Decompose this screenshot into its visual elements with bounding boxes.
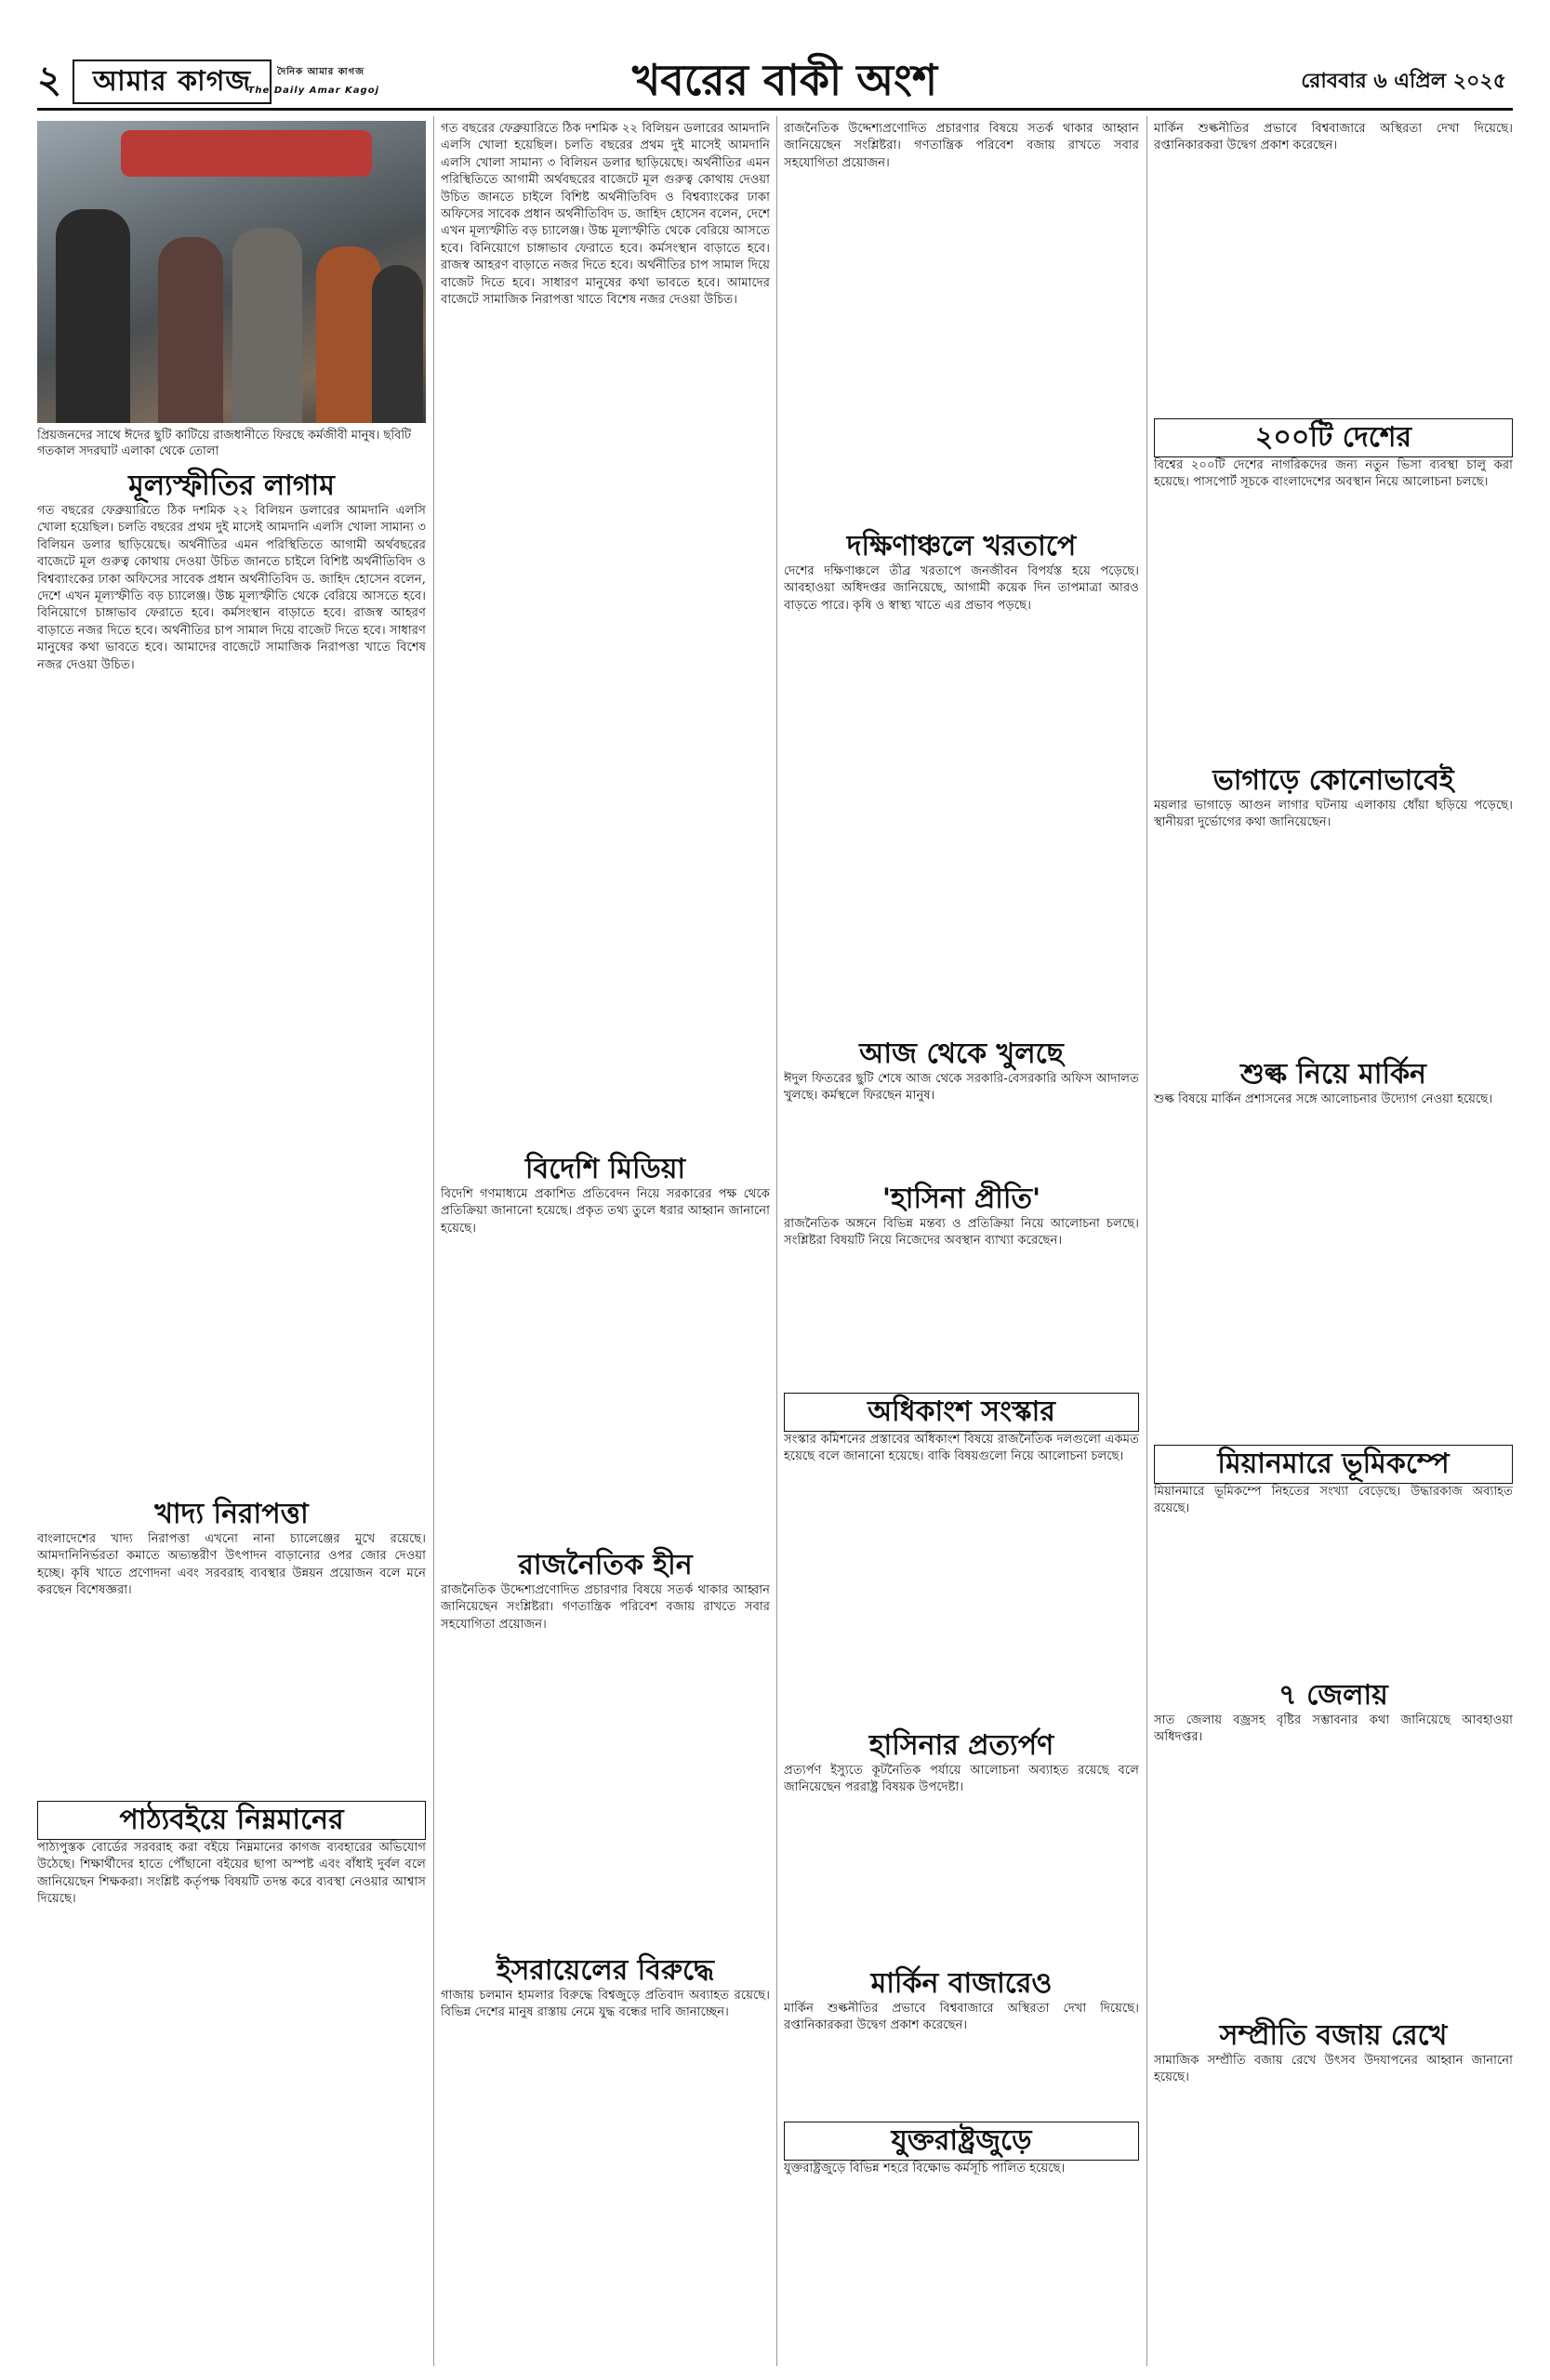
article-headline: পাঠ্যবইয়ে নিম্নমানের — [37, 1801, 426, 1840]
masthead — [37, 55, 1506, 105]
column-divider — [776, 116, 777, 2366]
article-headline: যুক্তরাষ্ট্রজুড়ে — [784, 2122, 1139, 2161]
article-body: বাংলাদেশের খাদ্য নিরাপত্তা এখনো নানা চ্যালেঞ্জের মুখে রয়েছে। আমদানিনির্ভরতা কমাতে অভ্যন্তরীণ উৎপাদন বাড়ানোর ওপর জোর দেওয়া হচ্ছে। কৃষি খাতে প্রণোদনা এবং সরবরাহ ব্যবস্থার উন্নয়ন প্রয়োজন বলে মনে করছেন বিশেষজ্ঞরা। — [37, 1532, 426, 1598]
column-divider — [1146, 116, 1147, 2366]
article-headline: ৭ জেলায় — [1278, 1679, 1388, 1712]
article-headline: শুল্ক নিয়ে মার্কিন — [1240, 1058, 1426, 1091]
article-body: মার্কিন শুল্কনীতির প্রভাবে বিশ্ববাজারে অস্থিরতা দেখা দিয়েছে। রপ্তানিকারকরা উদ্বেগ প্রকাশ করেছেন। — [1154, 122, 1513, 153]
column-3 — [784, 121, 1139, 2366]
article-headline: বিদেশি মিডিয়া — [524, 1153, 686, 1185]
article-body: মিয়ানমারে ভূমিকম্পে নিহতের সংখ্যা বেড়েছে। উদ্ধারকাজ অব্যাহত রয়েছে। — [1154, 1485, 1513, 1516]
column-4 — [1154, 121, 1513, 2366]
article-headline: মার্কিন বাজারেও — [870, 1967, 1053, 2000]
photo-figure — [372, 265, 423, 423]
article-headline: রাজনৈতিক হীন — [518, 1549, 693, 1581]
page-number: ২ — [37, 58, 62, 101]
column-1 — [37, 469, 426, 2366]
article-headline: হাসিনার প্রত্যর্পণ — [868, 1729, 1054, 1762]
article-headline: মূল্যস্ফীতির লাগাম — [128, 469, 335, 502]
article-body: ময়লার ভাগাড়ে আগুন লাগার ঘটনায় এলাকায় ধোঁয়া ছড়িয়ে পড়েছে। স্থানীয়রা দুর্ভোগের কথা জানিয়েছেন। — [1154, 799, 1513, 830]
article-body: সামাজিক সম্প্রীতি বজায় রেখে উৎসব উদযাপনের আহ্বান জানানো হয়েছে। — [1154, 2054, 1513, 2085]
article-body: রাজনৈতিক অঙ্গনে বিভিন্ন মন্তব্য ও প্রতিক্রিয়া নিয়ে আলোচনা চলছে। সংশ্লিষ্টরা বিষয়টি নিয়ে নিজেদের অবস্থান ব্যাখ্যা করেছেন। — [784, 1217, 1139, 1249]
issue-date: রোববার ৬ এপ্রিল ২০২৫ — [1301, 70, 1506, 93]
article-body: গত বছরের ফেব্রুয়ারিতে ঠিক দশমিক ২২ বিলিয়ন ডলারের আমদানি এলসি খোলা হয়েছিল। চলতি বছরের প্রথম দুই মাসেই আমদানি এলসি খোলা সামান্য ৩ বিলিয়ন ডলার ছাড়িয়েছে। অর্থনীতির এমন পরিস্থিতিতে আগামী অর্থবছরের বাজেটে মূল গুরুত্ব কোথায় দেওয়া উচিত জানতে চাইলে বিশিষ্ট অর্থনীতিবিদ ও বিশ্বব্যাংকের ঢাকা অফিসের সাবেক প্রধান অর্থনীতিবিদ ড. জাহিদ হোসেন বলেন, দেশে এখন মূল্যস্ফীতি বড় চ্যালেঞ্জ। উচ্চ মূল্যস্ফীতি থেকে বেরিয়ে আসতে হবে। বিনিয়োগে চাঙ্গাভাব ফেরাতে হবে। কর্মসংস্থান বাড়াতে হবে। রাজস্ব আহরণ বাড়াতে নজর দিতে হবে। অর্থনীতির চাপ সামাল দিয়ে বাজেট দিতে হবে। সাধারণ মানুষের কথা ভাবতে হবে। আমাদের বাজেটে সামাজিক নিরাপত্তা খাতে বিশেষ নজর দেওয়া উচিত। — [37, 504, 426, 672]
article-body: বিদেশি গণমাধ্যমে প্রকাশিত প্রতিবেদন নিয়ে সরকারের পক্ষ থেকে প্রতিক্রিয়া জানানো হয়েছে। প্রকৃত তথ্য তুলে ধরার আহ্বান জানানো হয়েছে। — [441, 1187, 770, 1236]
article-body: দেশের দক্ষিণাঞ্চলে তীব্র খরতাপে জনজীবন বিপর্যস্ত হয়ে পড়েছে। আবহাওয়া অধিদপ্তর জানিয়েছে, আগামী কয়েক দিন তাপমাত্রা আরও বাড়তে পারে। কৃষি ও স্বাস্থ্য খাতে এর প্রভাব পড়ছে। — [784, 564, 1139, 613]
news-photo — [37, 121, 426, 423]
article-body: সংস্কার কমিশনের প্রস্তাবের অধিকাংশ বিষয়ে রাজনৈতিক দলগুলো একমত হয়েছে বলে জানানো হয়েছে। বাকি বিষয়গুলো নিয়ে আলোচনা চলছে। — [784, 1433, 1139, 1464]
article-headline: দক্ষিণাঞ্চলে খরতাপে — [846, 530, 1077, 562]
article-headline: সম্প্রীতি বজায় রেখে — [1219, 2019, 1448, 2052]
article-body: রাজনৈতিক উদ্দেশ্যপ্রণোদিত প্রচারণার বিষয়ে সতর্ক থাকার আহ্বান জানিয়েছেন সংশ্লিষ্টরা। গণতান্ত্রিক পরিবেশ বজায় রাখতে সবার সহযোগিতা প্রয়োজন। — [784, 122, 1139, 170]
photo-figure — [56, 209, 130, 423]
article-headline: অধিকাংশ সংস্কার — [784, 1393, 1139, 1432]
logo-tagline: দৈনিক আমার কাগজ — [277, 67, 365, 77]
article-headline: খাদ্য নিরাপত্তা — [154, 1498, 309, 1530]
article-headline: ইসরায়েলের বিরুদ্ধে — [496, 1954, 715, 1987]
photo-banner — [121, 130, 372, 177]
article-body: গত বছরের ফেব্রুয়ারিতে ঠিক দশমিক ২২ বিলিয়ন ডলারের আমদানি এলসি খোলা হয়েছিল। চলতি বছরের প্রথম দুই মাসেই আমদানি এলসি খোলা সামান্য ৩ বিলিয়ন ডলার ছাড়িয়েছে। অর্থনীতির এমন পরিস্থিতিতে আগামী অর্থবছরের বাজেটে মূল গুরুত্ব কোথায় দেওয়া উচিত জানতে চাইলে বিশিষ্ট অর্থনীতিবিদ ও বিশ্বব্যাংকের ঢাকা অফিসের সাবেক প্রধান অর্থনীতিবিদ ড. জাহিদ হোসেন বলেন, দেশে এখন মূল্যস্ফীতি বড় চ্যালেঞ্জ। উচ্চ মূল্যস্ফীতি থেকে বেরিয়ে আসতে হবে। বিনিয়োগে চাঙ্গাভাব ফেরাতে হবে। কর্মসংস্থান বাড়াতে হবে। রাজস্ব আহরণ বাড়াতে নজর দিতে হবে। অর্থনীতির চাপ সামাল দিয়ে বাজেট দিতে হবে। সাধারণ মানুষের কথা ভাবতে হবে। আমাদের বাজেটে সামাজিক নিরাপত্তা খাতে বিশেষ নজর দেওয়া উচিত। — [441, 122, 770, 308]
article-body: বিশ্বের ২০০টি দেশের নাগরিকদের জন্য নতুন ভিসা ব্যবস্থা চালু করা হয়েছে। পাসপোর্ট সূচকে বাংলাদেশের অবস্থান নিয়ে আলোচনা চলছে। — [1154, 458, 1513, 490]
column-divider — [433, 116, 434, 2366]
newspaper-logo — [73, 60, 379, 104]
photo-figure — [158, 237, 223, 423]
logo-text: আমার কাগজ — [92, 64, 252, 98]
article-headline: আজ থেকে খুলছে — [859, 1038, 1064, 1070]
article-body: যুক্তরাষ্ট্রজুড়ে বিভিন্ন শহরে বিক্ষোভ কর্মসূচি পালিত হয়েছে। — [784, 2162, 1066, 2175]
article-headline: ভাগাড়ে কোনোভাবেই — [1212, 764, 1454, 797]
article-body: রাজনৈতিক উদ্দেশ্যপ্রণোদিত প্রচারণার বিষয়ে সতর্ক থাকার আহ্বান জানিয়েছেন সংশ্লিষ্টরা। গণতান্ত্রিক পরিবেশ বজায় রাখতে সবার সহযোগিতা প্রয়োজন। — [441, 1583, 770, 1632]
article-headline: ২০০টি দেশের — [1154, 418, 1513, 457]
photo-figure — [232, 228, 302, 423]
article-headline: মিয়ানমারে ভূমিকম্পে — [1154, 1445, 1513, 1484]
article-body: প্রত্যর্পণ ইস্যুতে কূটনৈতিক পর্যায়ে আলোচনা অব্যাহত রয়েছে বলে জানিয়েছেন পররাষ্ট্র বিষয়ক উপদেষ্টা। — [784, 1764, 1139, 1795]
article-body: শুল্ক বিষয়ে মার্কিন প্রশাসনের সঙ্গে আলোচনার উদ্যোগ নেওয়া হয়েছে। — [1154, 1092, 1493, 1106]
logo-english-name: The Daily Amar Kagoj — [247, 86, 379, 96]
article-body: ঈদুল ফিতরের ছুটি শেষে আজ থেকে সরকারি-বেসরকারি অফিস আদালত খুলছে। কর্মস্থলে ফিরছেন মানুষ। — [784, 1072, 1139, 1104]
photo-caption: প্রিয়জনদের সাথে ঈদের ছুটি কাটিয়ে রাজধানীতে ফিরছে কর্মজীবী মানুষ। ছবিটি গতকাল সদরঘাট এলাকা থেকে তোলা — [37, 429, 412, 458]
article-body: গাজায় চলমান হামলার বিরুদ্ধে বিশ্বজুড়ে প্রতিবাদ অব্যাহত রয়েছে। বিভিন্ন দেশের মানুষ রাস্তায় নেমে যুদ্ধ বন্ধের দাবি জানাচ্ছেন। — [441, 1989, 770, 2020]
article-headline: 'হাসিনা প্রীতি' — [881, 1183, 1041, 1215]
section-title: খবরের বাকী অংশ — [632, 55, 938, 105]
masthead-rule — [37, 108, 1513, 111]
column-2 — [441, 121, 770, 2366]
article-body: পাঠ্যপুস্তক বোর্ডের সরবরাহ করা বইয়ে নিম্নমানের কাগজ ব্যবহারের অভিযোগ উঠেছে। শিক্ষার্থীদের হাতে পৌঁছানো বইয়ের ছাপা অস্পষ্ট এবং বাঁধাই দুর্বল বলে জানিয়েছেন শিক্ষকরা। সংশ্লিষ্ট কর্তৃপক্ষ বিষয়টি তদন্ত করে ব্যবস্থা নেওয়ার আশ্বাস দিয়েছে। — [37, 1841, 426, 1907]
article-body: সাত জেলায় বজ্রসহ বৃষ্টির সম্ভাবনার কথা জানিয়েছে আবহাওয়া অধিদপ্তর। — [1154, 1713, 1513, 1745]
article-body: মার্কিন শুল্কনীতির প্রভাবে বিশ্ববাজারে অস্থিরতা দেখা দিয়েছে। রপ্তানিকারকরা উদ্বেগ প্রকাশ করেছেন। — [784, 2002, 1139, 2033]
